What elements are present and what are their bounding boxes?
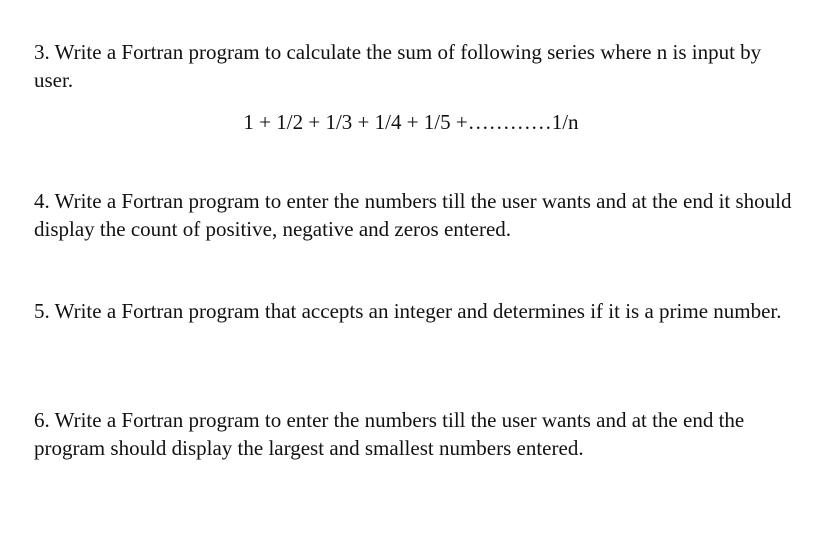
- question-6-text: 6. Write a Fortran program to enter the numbers till the user wants and at the end the program should display the largest and smallest numbers entered.: [34, 408, 745, 460]
- question-4-text: 4. Write a Fortran program to enter the numbers till the user wants and at the end it should display the count of positive, negative and zeros entered.: [34, 189, 792, 241]
- question-5-text: 5. Write a Fortran program that accepts an integer and determines if it is a prime number.: [34, 299, 782, 323]
- series-formula: 1 + 1/2 + 1/3 + 1/4 + 1/5 +…………1/n: [243, 110, 579, 134]
- question-3-text: 3. Write a Fortran program to calculate the sum of following series where n is input by user.: [34, 40, 762, 92]
